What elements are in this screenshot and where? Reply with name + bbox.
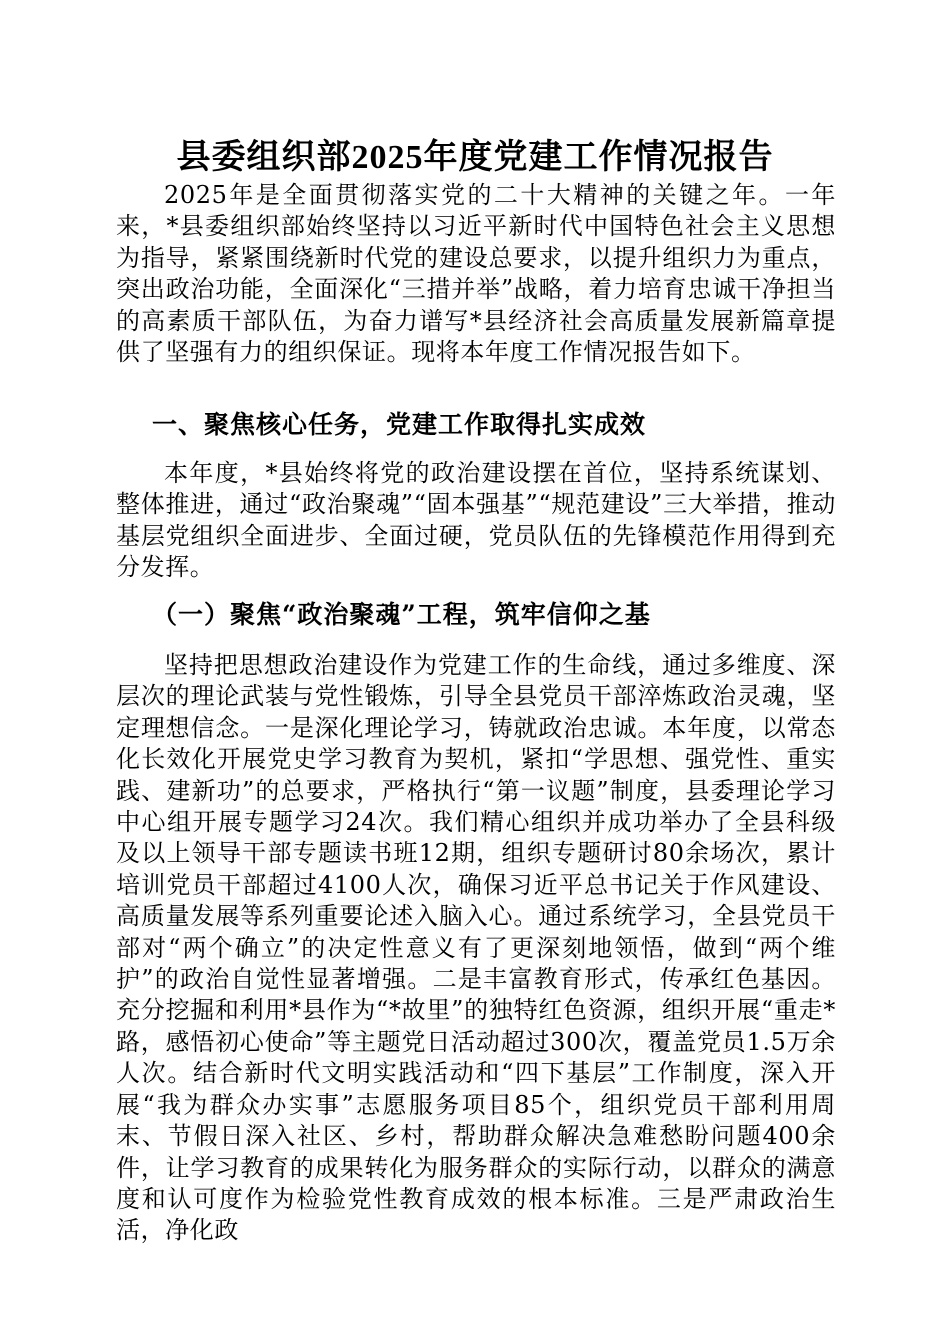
subsection-1-heading: （一）聚焦“政治聚魂”工程，筑牢信仰之基 (152, 600, 651, 629)
title-year: 2025 (351, 138, 424, 176)
document-title (0, 133, 950, 182)
section-1-heading: 一、聚焦核心任务，党建工作取得扎实成效 (152, 410, 647, 439)
subsection-1-paragraph: 坚持把思想政治建设作为党建工作的生命线，通过多维度、深层次的理论武装与党性锻炼，引导全县党员干部淬炼政治灵魂，坚定理想信念。一是深化理论学习，铸就政治忠诚。本年度，以常态化长效化开展党史学习教育为契机，紧扣“学思想、强党性、重实践、建新功”的总要求，严格执行“第一议题”制度，县委理论学习中心组开展专题学习24次。我们精心组织并成功举办了全县科级及以上领导干部专题读书班12期，组织专题研讨80余场次，累计培训党员干部超过4100人次，确保习近平总书记关于作风建设、高质量发展等系列重要论述入脑入心。通过系统学习，全县党员干部对“两个确立”的决定性意义有了更深刻地领悟，做到“两个维护”的政治自觉性显著增强。二是丰富教育形式，传承红色基因。充分挖掘和利用*县作为“*故里”的独特红色资源，组织开展“重走*路，感悟初心使命”等主题党日活动超过300次，覆盖党员1.5万余人次。结合新时代文明实践活动和“四下基层”工作制度，深入开展“我为群众办实事”志愿服务项目85个，组织党员干部利用周末、节假日深入社区、乡村，帮助群众解决急难愁盼问题400余件，让学习教育的成果转化为服务群众的实际行动，以群众的满意度和认可度作为检验党性教育成效的根本标准。三是严肃政治生活，净化政 (116, 651, 836, 1245)
section-1-paragraph: 本年度，*县始终将党的政治建设摆在首位，坚持系统谋划、整体推进，通过“政治聚魂”“固本强基”“规范建设”三大举措，推动基层党组织全面进步、全面过硬，党员队伍的先锋模范作用得到充分发挥。 (116, 459, 836, 582)
title-prefix: 县委组织部 (176, 136, 352, 177)
title-suffix: 年度党建工作情况报告 (423, 136, 774, 177)
intro-paragraph: 2025年是全面贯彻落实党的二十大精神的关键之年。一年来，*县委组织部始终坚持以习近平新时代中国特色社会主义思想为指导，紧紧围绕新时代党的建设总要求，以提升组织力为重点，突出政治功能，全面深化“三措并举”战略，着力培育忠诚干净担当的高素质干部队伍，为奋力谱写*县经济社会高质量发展新篇章提供了坚强有力的组织保证。现将本年度工作情况报告如下。 (116, 181, 836, 367)
